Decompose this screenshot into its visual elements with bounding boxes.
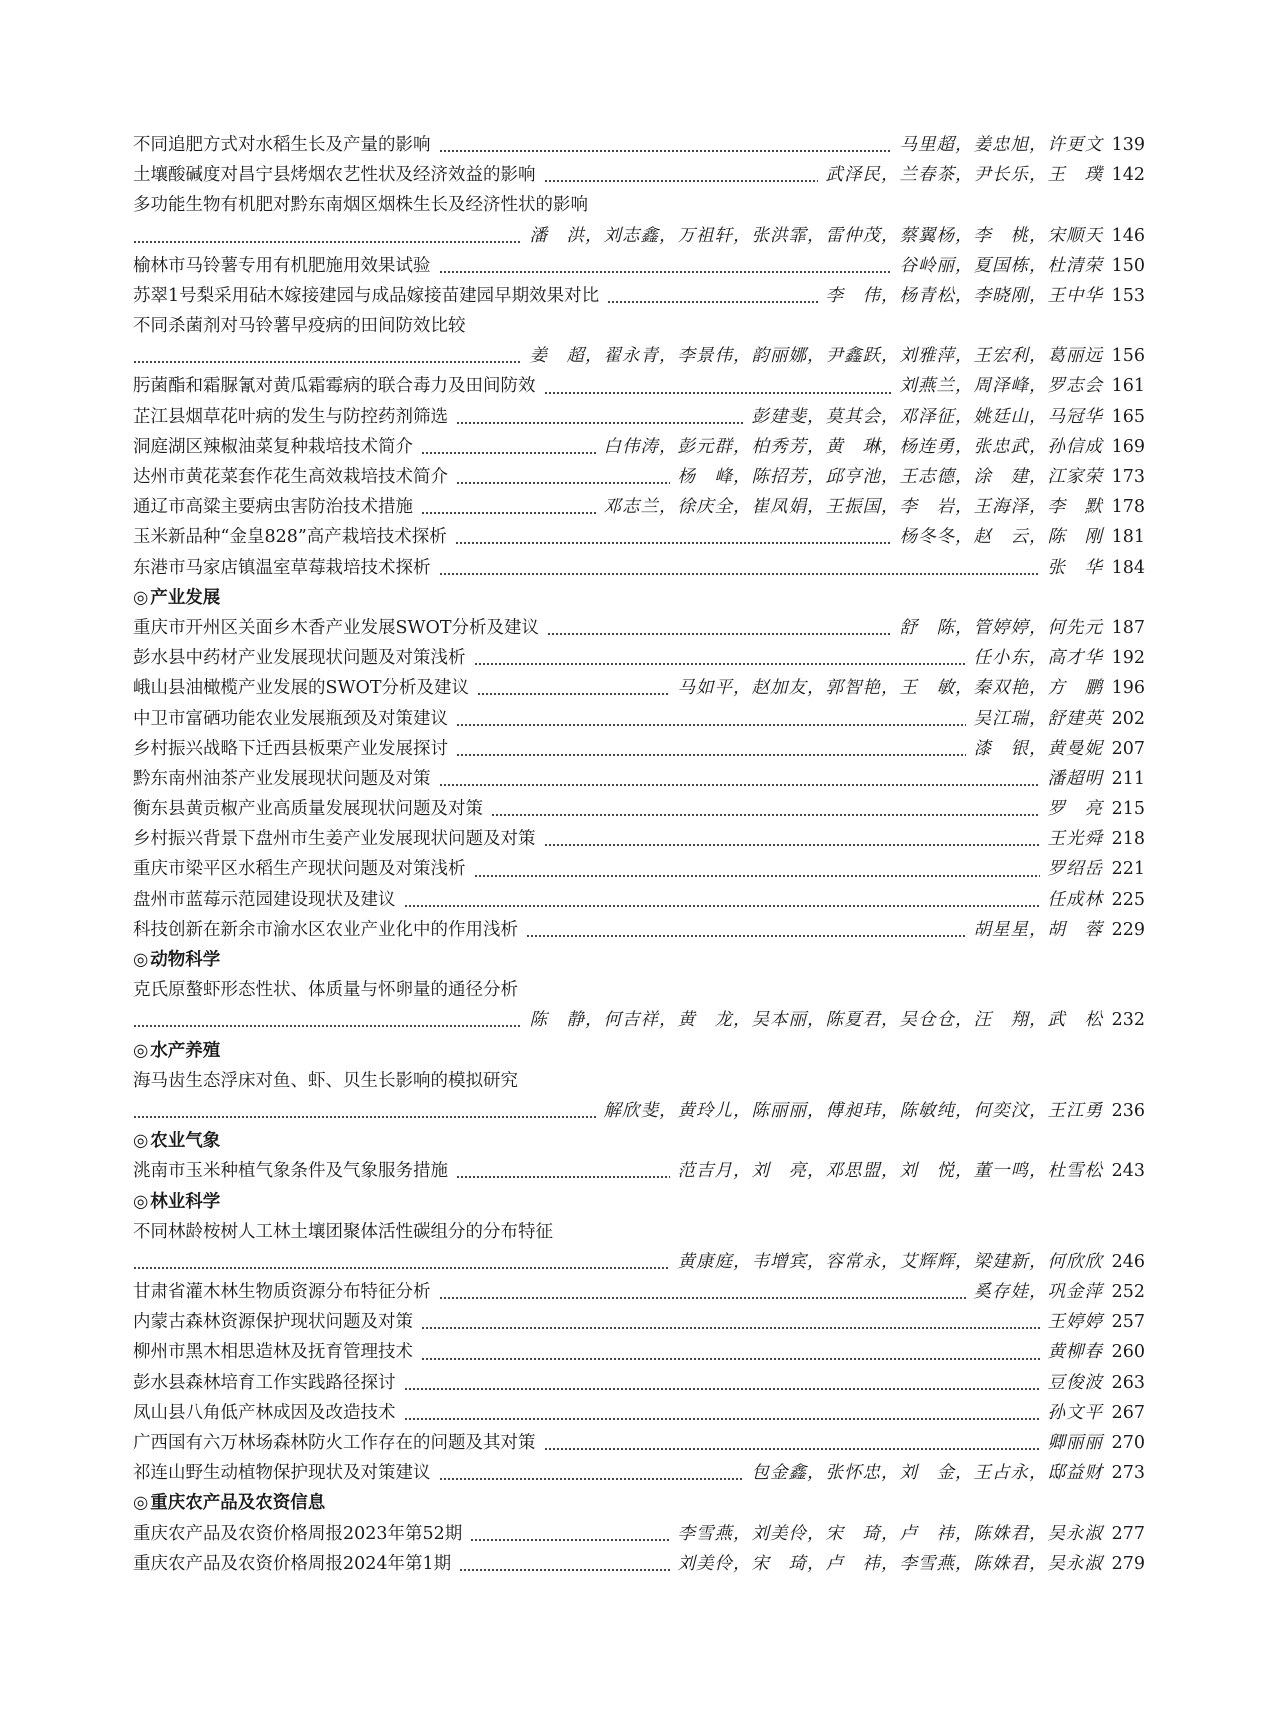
article-authors: 刘美伶，宋 琦，卢 祎，李雪燕，陈姝君，吴永淑	[677, 1553, 1103, 1574]
article-title: 海马齿生态浮床对鱼、虾、贝生长影响的模拟研究	[133, 1070, 518, 1091]
toc-entry[interactable]	[133, 311, 1145, 341]
article-authors: 罗 亮	[1047, 799, 1103, 820]
toc-entry[interactable]	[133, 522, 1145, 552]
dot-leader	[456, 1156, 670, 1186]
article-title: 通辽市高粱主要病虫害防治技术措施	[133, 497, 413, 518]
dot-leader	[607, 281, 817, 311]
page-number: 146	[1111, 225, 1145, 246]
dot-leader	[544, 372, 892, 402]
dot-leader	[439, 764, 1040, 794]
article-title: 多功能生物有机肥对黔东南烟区烟株生长及经济性状的影响	[133, 195, 588, 216]
toc-entry[interactable]	[133, 1368, 1145, 1398]
page-number: 196	[1111, 678, 1145, 699]
dot-leader	[404, 885, 1040, 915]
toc-entry[interactable]	[133, 251, 1145, 281]
toc-entry[interactable]	[133, 402, 1145, 432]
toc-entry[interactable]	[133, 1217, 1145, 1247]
section-title: 产业发展	[150, 587, 221, 608]
toc-entry[interactable]	[133, 372, 1145, 402]
toc-entry[interactable]	[133, 1066, 1145, 1096]
toc-entry[interactable]	[133, 160, 1145, 190]
article-title: 土壤酸碱度对昌宁县烤烟农艺性状及经济效益的影响	[133, 165, 536, 186]
article-title: 不同追肥方式对水稻生长及产量的影响	[133, 134, 431, 155]
dot-leader	[439, 251, 892, 281]
dot-leader	[474, 643, 966, 673]
toc-entry[interactable]	[133, 855, 1145, 885]
article-title: 克氏原螯虾形态性状、体质量与怀卵量的通径分析	[133, 980, 518, 1001]
article-title: 重庆农产品及农资价格周报2024年第1期	[133, 1553, 452, 1574]
page-number: 229	[1111, 919, 1145, 940]
article-authors: 黄柳春	[1047, 1342, 1103, 1363]
section-title: 水产养殖	[150, 1040, 221, 1061]
toc-entry[interactable]	[133, 1307, 1145, 1337]
article-authors: 孙文平	[1047, 1402, 1103, 1423]
article-title: 内蒙古森林资源保护现状问题及对策	[133, 1312, 413, 1333]
article-title: 达州市黄花菜套作花生高效栽培技术简介	[133, 467, 448, 488]
toc-entry[interactable]	[133, 462, 1145, 492]
page-number: 153	[1111, 285, 1145, 306]
dot-leader	[526, 915, 966, 945]
toc-entry[interactable]	[133, 1277, 1145, 1307]
article-title: 乡村振兴背景下盘州市生姜产业发展现状问题及对策	[133, 829, 536, 850]
toc-entry[interactable]	[133, 553, 1145, 583]
page-number: 207	[1111, 738, 1145, 759]
section-heading	[133, 1488, 1145, 1518]
article-title: 重庆市开州区关面乡木香产业发展SWOT分析及建议	[133, 617, 539, 638]
dot-leader	[477, 673, 670, 703]
toc-entry[interactable]	[133, 341, 1145, 371]
dot-leader	[439, 1277, 966, 1307]
article-authors: 李 伟，杨青松，李晓刚，王中华	[825, 285, 1103, 306]
toc-entry[interactable]	[133, 1247, 1145, 1277]
dot-leader	[456, 734, 966, 764]
dot-leader	[456, 704, 966, 734]
dot-leader	[474, 855, 1040, 885]
article-authors: 杨冬冬，赵 云，陈 刚	[899, 527, 1103, 548]
article-authors: 武泽民，兰春茶，尹长乐，王 璞	[825, 165, 1103, 186]
toc-entry[interactable]	[133, 130, 1145, 160]
toc-entry[interactable]	[133, 613, 1145, 643]
article-title: 重庆农产品及农资价格周报2023年第52期	[133, 1523, 463, 1544]
section-title: 林业科学	[150, 1191, 221, 1212]
page-number: 184	[1111, 557, 1145, 578]
table-of-contents	[133, 130, 1145, 1579]
dot-leader	[404, 1368, 1040, 1398]
article-authors: 豆俊波	[1047, 1372, 1103, 1393]
article-title: 峨山县油橄榄产业发展的SWOT分析及建议	[133, 678, 469, 699]
toc-entry[interactable]	[133, 673, 1145, 703]
toc-entry[interactable]	[133, 975, 1145, 1005]
dot-leader	[455, 522, 892, 552]
page-number: 142	[1111, 165, 1145, 186]
dot-leader	[133, 221, 522, 251]
article-authors: 解欣斐，黄玲儿，陈丽丽，傅昶玮，陈敏纯，何奕汶，王江勇	[603, 1100, 1103, 1121]
article-authors: 马里超，姜忠旭，许更文	[899, 134, 1103, 155]
section-title: 农业气象	[150, 1131, 221, 1152]
toc-entry[interactable]	[133, 1338, 1145, 1368]
article-title: 祁连山野生动植物保护现状及对策建议	[133, 1463, 431, 1484]
article-title: 芷江县烟草花叶病的发生与防控药剂筛选	[133, 406, 448, 427]
article-authors: 吴江瑞，舒建英	[973, 708, 1103, 729]
page-number: 202	[1111, 708, 1145, 729]
toc-entry[interactable]	[133, 764, 1145, 794]
toc-entry[interactable]	[133, 190, 1145, 220]
article-authors: 谷岭丽，夏国栋，杜清荣	[899, 255, 1103, 276]
dot-leader	[544, 1428, 1040, 1458]
page-number: 218	[1111, 829, 1145, 850]
page-number: 267	[1111, 1402, 1145, 1423]
page-number: 211	[1111, 768, 1145, 789]
article-title: 玉米新品种“金皇828”高产栽培技术探析	[133, 527, 447, 548]
section-mark-icon: ◎	[133, 1493, 149, 1514]
toc-entry[interactable]	[133, 734, 1145, 764]
dot-leader	[470, 1519, 669, 1549]
section-mark-icon: ◎	[133, 1131, 149, 1152]
page-number: 252	[1111, 1282, 1145, 1303]
article-authors: 胡星星，胡 蓉	[973, 919, 1103, 940]
page-number: 150	[1111, 255, 1145, 276]
page-number: 169	[1111, 436, 1145, 457]
toc-entry[interactable]	[133, 643, 1145, 673]
article-title: 洮南市玉米种植气象条件及气象服务措施	[133, 1161, 448, 1182]
page-number: 270	[1111, 1433, 1145, 1454]
page-number: 173	[1111, 467, 1145, 488]
toc-entry[interactable]	[133, 492, 1145, 522]
page-number: 277	[1111, 1523, 1145, 1544]
article-authors: 任成林	[1047, 889, 1103, 910]
section-heading	[133, 1036, 1145, 1066]
article-title: 盘州市蓝莓示范园建设现状及建议	[133, 889, 396, 910]
section-title: 动物科学	[150, 950, 221, 971]
toc-entry[interactable]	[133, 1428, 1145, 1458]
article-authors: 包金鑫，张怀忠，刘 金，王占永，邸益财	[751, 1463, 1103, 1484]
page-number: 161	[1111, 376, 1145, 397]
article-title: 彭水县森林培育工作实践路径探讨	[133, 1372, 396, 1393]
dot-leader	[133, 341, 522, 371]
section-mark-icon: ◎	[133, 1040, 149, 1061]
page-number: 246	[1111, 1251, 1145, 1272]
article-authors: 王婷婷	[1047, 1312, 1103, 1333]
dot-leader	[439, 1458, 744, 1488]
toc-entry[interactable]	[133, 1096, 1145, 1126]
article-authors: 王光舜	[1047, 829, 1103, 850]
dot-leader	[133, 1005, 522, 1035]
article-authors: 马如平，赵加友，郭智艳，王 敏，秦双艳，方 鹏	[677, 678, 1103, 699]
page-number: 215	[1111, 799, 1145, 820]
article-authors: 邓志兰，徐庆全，崔凤娟，王振国，李 岩，王海泽，李 默	[603, 497, 1103, 518]
article-authors: 彭建斐，莫其会，邓泽征，姚廷山，马冠华	[751, 406, 1103, 427]
dot-leader	[456, 462, 670, 492]
article-title: 肟菌酯和霜脲氰对黄瓜霜霉病的联合毒力及田间防效	[133, 376, 536, 397]
page-number: 192	[1111, 648, 1145, 669]
section-heading	[133, 945, 1145, 975]
toc-entry[interactable]	[133, 1519, 1145, 1549]
page-number: 156	[1111, 346, 1145, 367]
toc-entry[interactable]	[133, 885, 1145, 915]
dot-leader	[133, 1096, 596, 1126]
article-authors: 漆 银，黄曼妮	[973, 738, 1103, 759]
page-number: 165	[1111, 406, 1145, 427]
article-title: 乡村振兴战略下迁西县板栗产业发展探讨	[133, 738, 448, 759]
article-title: 不同杀菌剂对马铃薯早疫病的田间防效比较	[133, 316, 466, 337]
dot-leader	[491, 794, 1040, 824]
article-authors: 白伟涛，彭元群，柏秀芳，黄 琳，杨连勇，张忠武，孙信成	[603, 436, 1103, 457]
dot-leader	[459, 1549, 669, 1579]
section-heading	[133, 1126, 1145, 1156]
page-number: 263	[1111, 1372, 1145, 1393]
dot-leader	[456, 402, 744, 432]
page-number: 279	[1111, 1553, 1145, 1574]
dot-leader	[421, 1338, 1040, 1368]
dot-leader	[439, 130, 892, 160]
page-number: 221	[1111, 859, 1145, 880]
article-authors: 潘超明	[1047, 768, 1103, 789]
toc-entry[interactable]	[133, 1549, 1145, 1579]
article-title: 凤山县八角低产林成因及改造技术	[133, 1402, 396, 1423]
article-title: 黔东南州油茶产业发展现状问题及对策	[133, 768, 431, 789]
toc-entry[interactable]	[133, 1458, 1145, 1488]
article-title: 彭水县中药材产业发展现状问题及对策浅析	[133, 648, 466, 669]
article-authors: 卿丽丽	[1047, 1433, 1103, 1454]
page-number: 243	[1111, 1161, 1145, 1182]
section-mark-icon: ◎	[133, 587, 149, 608]
page-number: 181	[1111, 527, 1145, 548]
toc-entry[interactable]	[133, 221, 1145, 251]
toc-entry[interactable]	[133, 915, 1145, 945]
article-authors: 范吉月，刘 亮，邓思盟，刘 悦，董一鸣，杜雪松	[677, 1161, 1103, 1182]
dot-leader	[439, 553, 1040, 583]
page-number: 225	[1111, 889, 1145, 910]
article-title: 洞庭湖区辣椒油菜复种栽培技术简介	[133, 436, 413, 457]
article-authors: 奚存娃，巩金萍	[973, 1282, 1103, 1303]
article-title: 重庆市梁平区水稻生产现状问题及对策浅析	[133, 859, 466, 880]
page-number: 260	[1111, 1342, 1145, 1363]
dot-leader	[421, 1307, 1040, 1337]
toc-entry[interactable]	[133, 1005, 1145, 1035]
dot-leader	[421, 492, 596, 522]
dot-leader	[404, 1398, 1040, 1428]
article-authors: 任小东，高才华	[973, 648, 1103, 669]
article-title: 科技创新在新余市渝水区农业产业化中的作用浅析	[133, 919, 518, 940]
article-title: 中卫市富硒功能农业发展瓶颈及对策建议	[133, 708, 448, 729]
section-heading	[133, 583, 1145, 613]
page-number: 232	[1111, 1010, 1145, 1031]
toc-entry[interactable]	[133, 1398, 1145, 1428]
article-authors: 黄康庭，韦增宾，容常永，艾辉辉，梁建新，何欣欣	[677, 1251, 1103, 1272]
page-number: 187	[1111, 617, 1145, 638]
toc-entry[interactable]	[133, 432, 1145, 462]
article-authors: 舒 陈，管婷婷，何先元	[899, 617, 1103, 638]
dot-leader	[421, 432, 596, 462]
toc-entry[interactable]	[133, 281, 1145, 311]
article-authors: 罗绍岳	[1047, 859, 1103, 880]
dot-leader	[544, 824, 1040, 854]
article-title: 广西国有六万林场森林防火工作存在的问题及其对策	[133, 1433, 536, 1454]
article-authors: 杨 峰，陈招芳，邱亨池，王志德，涂 建，江家荣	[677, 467, 1103, 488]
article-authors: 张 华	[1047, 557, 1103, 578]
article-title: 苏翠1号梨采用砧木嫁接建园与成品嫁接苗建园早期效果对比	[133, 285, 600, 306]
toc-entry[interactable]	[133, 794, 1145, 824]
dot-leader	[133, 1247, 670, 1277]
article-title: 衡东县黄贡椒产业高质量发展现状问题及对策	[133, 799, 483, 820]
toc-entry[interactable]	[133, 1156, 1145, 1186]
article-authors: 李雪燕，刘美伶，宋 琦，卢 祎，陈姝君，吴永淑	[677, 1523, 1103, 1544]
article-title: 东港市马家店镇温室草莓栽培技术探析	[133, 557, 431, 578]
page-number: 236	[1111, 1100, 1145, 1121]
section-heading	[133, 1187, 1145, 1217]
page-number: 139	[1111, 134, 1145, 155]
page-number: 257	[1111, 1312, 1145, 1333]
dot-leader	[544, 160, 818, 190]
article-title: 不同林龄桉树人工林土壤团聚体活性碳组分的分布特征	[133, 1221, 553, 1242]
page-number: 273	[1111, 1463, 1145, 1484]
article-title: 柳州市黑木相思造林及抚育管理技术	[133, 1342, 413, 1363]
toc-entry[interactable]	[133, 704, 1145, 734]
article-title: 榆林市马铃薯专用有机肥施用效果试验	[133, 255, 431, 276]
section-mark-icon: ◎	[133, 950, 149, 971]
dot-leader	[547, 613, 892, 643]
page-number: 178	[1111, 497, 1145, 518]
article-authors: 潘 洪，刘志鑫，万祖轩，张洪霏，雷仲茂，蔡翼杨，李 桃，宋顺天	[529, 225, 1103, 246]
toc-entry[interactable]	[133, 824, 1145, 854]
article-authors: 姜 超，翟永青，李景伟，韵丽娜，尹鑫跃，刘雅萍，王宏利，葛丽远	[529, 346, 1103, 367]
section-mark-icon: ◎	[133, 1191, 149, 1212]
article-title: 甘肃省灌木林生物质资源分布特征分析	[133, 1282, 431, 1303]
section-title: 重庆农产品及农资信息	[150, 1493, 326, 1514]
article-authors: 刘燕兰，周泽峰，罗志会	[899, 376, 1103, 397]
article-authors: 陈 静，何吉祥，黄 龙，吴本丽，陈夏君，吴仓仓，汪 翔，武 松	[529, 1010, 1103, 1031]
